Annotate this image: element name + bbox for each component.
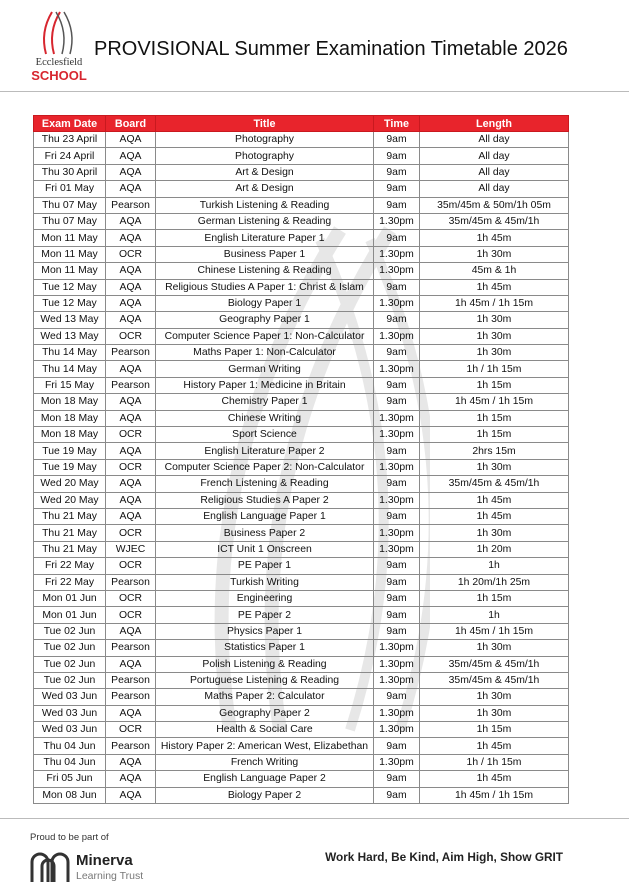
- cell-board: OCR: [106, 459, 156, 475]
- cell-title: Physics Paper 1: [156, 623, 374, 639]
- cell-exam-date: Fri 01 May: [34, 181, 106, 197]
- cell-title: Geography Paper 2: [156, 705, 374, 721]
- cell-time: 9am: [374, 394, 420, 410]
- cell-title: English Literature Paper 2: [156, 443, 374, 459]
- cell-board: AQA: [106, 476, 156, 492]
- cell-time: 9am: [374, 508, 420, 524]
- cell-time: 1.30pm: [374, 640, 420, 656]
- cell-length: 35m/45m & 45m/1h: [420, 213, 569, 229]
- cell-length: 1h 45m: [420, 738, 569, 754]
- org-subtitle: Learning Trust: [76, 870, 144, 882]
- cell-board: AQA: [106, 279, 156, 295]
- cell-exam-date: Tue 19 May: [34, 443, 106, 459]
- cell-time: 1.30pm: [374, 541, 420, 557]
- cell-time: 9am: [374, 181, 420, 197]
- minerva-arches-icon: [30, 848, 70, 884]
- cell-board: AQA: [106, 787, 156, 803]
- table-row: [34, 213, 569, 229]
- table-row: [34, 771, 569, 787]
- cell-length: 1h 45m: [420, 492, 569, 508]
- cell-length: 1h 45m / 1h 15m: [420, 623, 569, 639]
- cell-length: 1h 30m: [420, 705, 569, 721]
- table-row: [34, 476, 569, 492]
- cell-time: 1.30pm: [374, 263, 420, 279]
- cell-length: 1h 30m: [420, 345, 569, 361]
- cell-length: 1h 15m: [420, 590, 569, 606]
- cell-exam-date: Mon 11 May: [34, 263, 106, 279]
- cell-time: 9am: [374, 377, 420, 393]
- cell-time: 9am: [374, 148, 420, 164]
- cell-exam-date: Tue 12 May: [34, 295, 106, 311]
- cell-title: Biology Paper 1: [156, 295, 374, 311]
- cell-time: 9am: [374, 476, 420, 492]
- cell-exam-date: Thu 14 May: [34, 345, 106, 361]
- table-row: [34, 558, 569, 574]
- cell-exam-date: Thu 23 April: [34, 132, 106, 148]
- cell-exam-date: Wed 03 Jun: [34, 705, 106, 721]
- table-row: [34, 689, 569, 705]
- cell-length: 1h 30m: [420, 312, 569, 328]
- cell-exam-date: Thu 07 May: [34, 213, 106, 229]
- cell-time: 9am: [374, 230, 420, 246]
- cell-length: 1h 30m: [420, 459, 569, 475]
- cell-title: Health & Social Care: [156, 722, 374, 738]
- table-row: [34, 623, 569, 639]
- cell-time: 9am: [374, 607, 420, 623]
- cell-time: 1.30pm: [374, 672, 420, 688]
- cell-title: French Writing: [156, 754, 374, 770]
- cell-title: Geography Paper 1: [156, 312, 374, 328]
- cell-exam-date: Wed 03 Jun: [34, 722, 106, 738]
- table-row: [34, 525, 569, 541]
- cell-title: French Listening & Reading: [156, 476, 374, 492]
- cell-time: 9am: [374, 738, 420, 754]
- cell-board: Pearson: [106, 345, 156, 361]
- table-row: [34, 738, 569, 754]
- cell-board: AQA: [106, 148, 156, 164]
- cell-exam-date: Tue 02 Jun: [34, 672, 106, 688]
- cell-board: AQA: [106, 656, 156, 672]
- cell-length: 45m & 1h: [420, 263, 569, 279]
- school-logo: [28, 10, 90, 88]
- cell-title: English Literature Paper 1: [156, 230, 374, 246]
- cell-time: 9am: [374, 312, 420, 328]
- cell-board: OCR: [106, 427, 156, 443]
- cell-title: Art & Design: [156, 181, 374, 197]
- cell-title: Sport Science: [156, 427, 374, 443]
- cell-exam-date: Wed 13 May: [34, 312, 106, 328]
- cell-board: AQA: [106, 312, 156, 328]
- cell-board: OCR: [106, 722, 156, 738]
- cell-title: PE Paper 2: [156, 607, 374, 623]
- cell-time: 1.30pm: [374, 410, 420, 426]
- cell-exam-date: Fri 22 May: [34, 558, 106, 574]
- table-row: [34, 492, 569, 508]
- table-row: [34, 607, 569, 623]
- cell-length: 1h 30m: [420, 246, 569, 262]
- cell-title: Art & Design: [156, 164, 374, 180]
- cell-board: AQA: [106, 361, 156, 377]
- cell-length: 1h: [420, 558, 569, 574]
- school-crest-icon: [38, 10, 80, 56]
- cell-length: 1h 30m: [420, 525, 569, 541]
- cell-length: 1h 45m / 1h 15m: [420, 394, 569, 410]
- cell-board: AQA: [106, 263, 156, 279]
- cell-exam-date: Wed 20 May: [34, 492, 106, 508]
- cell-title: History Paper 1: Medicine in Britain: [156, 377, 374, 393]
- cell-title: Portuguese Listening & Reading: [156, 672, 374, 688]
- cell-title: Maths Paper 2: Calculator: [156, 689, 374, 705]
- exam-timetable: [33, 115, 569, 804]
- table-row: [34, 443, 569, 459]
- cell-time: 1.30pm: [374, 328, 420, 344]
- table-header-row: [34, 116, 569, 132]
- table-row: [34, 263, 569, 279]
- cell-length: 1h 45m: [420, 230, 569, 246]
- cell-time: 9am: [374, 443, 420, 459]
- cell-exam-date: Tue 02 Jun: [34, 656, 106, 672]
- cell-title: PE Paper 1: [156, 558, 374, 574]
- cell-board: OCR: [106, 590, 156, 606]
- logo-school: SCHOOL: [31, 68, 87, 83]
- table-row: [34, 459, 569, 475]
- cell-time: 1.30pm: [374, 722, 420, 738]
- table-row: [34, 541, 569, 557]
- cell-length: 1h / 1h 15m: [420, 754, 569, 770]
- cell-exam-date: Wed 03 Jun: [34, 689, 106, 705]
- cell-exam-date: Wed 20 May: [34, 476, 106, 492]
- cell-exam-date: Thu 21 May: [34, 525, 106, 541]
- cell-exam-date: Fri 15 May: [34, 377, 106, 393]
- cell-time: 1.30pm: [374, 213, 420, 229]
- cell-exam-date: Fri 22 May: [34, 574, 106, 590]
- cell-board: AQA: [106, 771, 156, 787]
- header-length: Length: [420, 116, 569, 132]
- cell-exam-date: Thu 14 May: [34, 361, 106, 377]
- cell-time: 1.30pm: [374, 427, 420, 443]
- org-name: Minerva: [76, 852, 133, 869]
- cell-title: Computer Science Paper 1: Non-Calculator: [156, 328, 374, 344]
- cell-title: Business Paper 2: [156, 525, 374, 541]
- cell-exam-date: Thu 04 Jun: [34, 738, 106, 754]
- table-row: [34, 164, 569, 180]
- cell-time: 9am: [374, 771, 420, 787]
- cell-length: 1h: [420, 607, 569, 623]
- cell-length: 35m/45m & 45m/1h: [420, 476, 569, 492]
- cell-title: Turkish Writing: [156, 574, 374, 590]
- cell-title: Maths Paper 1: Non-Calculator: [156, 345, 374, 361]
- cell-board: WJEC: [106, 541, 156, 557]
- cell-exam-date: Thu 04 Jun: [34, 754, 106, 770]
- cell-title: Computer Science Paper 2: Non-Calculator: [156, 459, 374, 475]
- table-row: [34, 197, 569, 213]
- cell-time: 9am: [374, 689, 420, 705]
- cell-board: AQA: [106, 754, 156, 770]
- table-row: [34, 722, 569, 738]
- cell-title: Chinese Writing: [156, 410, 374, 426]
- cell-time: 9am: [374, 590, 420, 606]
- cell-title: Business Paper 1: [156, 246, 374, 262]
- cell-title: Biology Paper 2: [156, 787, 374, 803]
- cell-exam-date: Mon 08 Jun: [34, 787, 106, 803]
- header-exam-date: Exam Date: [34, 116, 106, 132]
- cell-time: 9am: [374, 623, 420, 639]
- table-row: [34, 230, 569, 246]
- header-board: Board: [106, 116, 156, 132]
- cell-board: Pearson: [106, 738, 156, 754]
- cell-length: 1h 45m: [420, 279, 569, 295]
- cell-board: AQA: [106, 410, 156, 426]
- cell-board: AQA: [106, 443, 156, 459]
- cell-time: 9am: [374, 558, 420, 574]
- cell-board: Pearson: [106, 574, 156, 590]
- cell-board: Pearson: [106, 689, 156, 705]
- cell-exam-date: Thu 30 April: [34, 164, 106, 180]
- cell-length: 1h 20m/1h 25m: [420, 574, 569, 590]
- cell-time: 1.30pm: [374, 361, 420, 377]
- cell-title: English Language Paper 2: [156, 771, 374, 787]
- table-row: [34, 312, 569, 328]
- timetable-body: [34, 132, 569, 804]
- cell-time: 9am: [374, 787, 420, 803]
- cell-length: All day: [420, 148, 569, 164]
- cell-exam-date: Mon 11 May: [34, 246, 106, 262]
- cell-title: German Listening & Reading: [156, 213, 374, 229]
- cell-board: AQA: [106, 230, 156, 246]
- cell-time: 9am: [374, 345, 420, 361]
- cell-exam-date: Mon 18 May: [34, 427, 106, 443]
- cell-board: OCR: [106, 246, 156, 262]
- cell-title: ICT Unit 1 Onscreen: [156, 541, 374, 557]
- cell-board: OCR: [106, 525, 156, 541]
- cell-time: 1.30pm: [374, 525, 420, 541]
- logo-town: Ecclesfield: [35, 57, 83, 68]
- cell-exam-date: Fri 24 April: [34, 148, 106, 164]
- cell-title: German Writing: [156, 361, 374, 377]
- table-row: [34, 574, 569, 590]
- cell-time: 1.30pm: [374, 656, 420, 672]
- cell-time: 1.30pm: [374, 754, 420, 770]
- table-row: [34, 787, 569, 803]
- table-row: [34, 377, 569, 393]
- cell-exam-date: Fri 05 Jun: [34, 771, 106, 787]
- page-title: PROVISIONAL Summer Examination Timetable 2026: [94, 38, 568, 60]
- cell-exam-date: Mon 11 May: [34, 230, 106, 246]
- cell-exam-date: Tue 12 May: [34, 279, 106, 295]
- table-row: [34, 328, 569, 344]
- cell-time: 1.30pm: [374, 459, 420, 475]
- cell-board: AQA: [106, 295, 156, 311]
- cell-title: Turkish Listening & Reading: [156, 197, 374, 213]
- table-row: [34, 672, 569, 688]
- cell-length: All day: [420, 164, 569, 180]
- cell-length: 35m/45m & 45m/1h: [420, 656, 569, 672]
- cell-board: AQA: [106, 623, 156, 639]
- table-row: [34, 640, 569, 656]
- table-row: [34, 754, 569, 770]
- cell-exam-date: Thu 07 May: [34, 197, 106, 213]
- cell-title: Photography: [156, 148, 374, 164]
- cell-board: AQA: [106, 213, 156, 229]
- table-row: [34, 295, 569, 311]
- cell-time: 9am: [374, 574, 420, 590]
- cell-length: 1h 30m: [420, 689, 569, 705]
- trust-branding: [30, 832, 144, 882]
- table-row: [34, 656, 569, 672]
- cell-length: 1h 15m: [420, 427, 569, 443]
- table-row: [34, 345, 569, 361]
- cell-length: 1h 15m: [420, 377, 569, 393]
- cell-board: AQA: [106, 164, 156, 180]
- cell-title: Chemistry Paper 1: [156, 394, 374, 410]
- cell-length: 2hrs 15m: [420, 443, 569, 459]
- header-time: Time: [374, 116, 420, 132]
- cell-time: 9am: [374, 279, 420, 295]
- cell-board: Pearson: [106, 640, 156, 656]
- table-row: [34, 279, 569, 295]
- cell-board: OCR: [106, 607, 156, 623]
- cell-title: Photography: [156, 132, 374, 148]
- cell-title: Religious Studies A Paper 1: Christ & Islam: [156, 279, 374, 295]
- table-row: [34, 590, 569, 606]
- table-row: [34, 508, 569, 524]
- cell-length: 1h 45m: [420, 508, 569, 524]
- cell-board: OCR: [106, 558, 156, 574]
- cell-board: OCR: [106, 328, 156, 344]
- table-row: [34, 361, 569, 377]
- cell-time: 9am: [374, 164, 420, 180]
- table-row: [34, 148, 569, 164]
- cell-board: AQA: [106, 705, 156, 721]
- cell-time: 9am: [374, 197, 420, 213]
- table-row: [34, 181, 569, 197]
- school-motto: Work Hard, Be Kind, Aim High, Show GRIT: [325, 850, 563, 864]
- table-row: [34, 705, 569, 721]
- minerva-logo: [30, 848, 160, 888]
- cell-length: All day: [420, 181, 569, 197]
- cell-length: 1h 30m: [420, 640, 569, 656]
- cell-length: 1h 20m: [420, 541, 569, 557]
- cell-length: 1h 15m: [420, 722, 569, 738]
- cell-time: 1.30pm: [374, 492, 420, 508]
- cell-board: AQA: [106, 508, 156, 524]
- cell-length: 1h 45m: [420, 771, 569, 787]
- cell-exam-date: Wed 13 May: [34, 328, 106, 344]
- cell-time: 1.30pm: [374, 295, 420, 311]
- cell-length: 1h 45m / 1h 15m: [420, 295, 569, 311]
- cell-board: AQA: [106, 492, 156, 508]
- cell-length: 1h 45m / 1h 15m: [420, 787, 569, 803]
- cell-length: 1h 15m: [420, 410, 569, 426]
- cell-time: 1.30pm: [374, 705, 420, 721]
- header-title: Title: [156, 116, 374, 132]
- cell-exam-date: Tue 19 May: [34, 459, 106, 475]
- cell-board: AQA: [106, 181, 156, 197]
- cell-time: 1.30pm: [374, 246, 420, 262]
- cell-length: 35m/45m & 45m/1h: [420, 672, 569, 688]
- cell-title: Religious Studies A Paper 2: [156, 492, 374, 508]
- cell-board: Pearson: [106, 197, 156, 213]
- cell-length: 1h / 1h 15m: [420, 361, 569, 377]
- cell-title: Statistics Paper 1: [156, 640, 374, 656]
- cell-exam-date: Thu 21 May: [34, 508, 106, 524]
- cell-exam-date: Tue 02 Jun: [34, 640, 106, 656]
- proud-text: Proud to be part of: [30, 832, 109, 843]
- cell-exam-date: Mon 01 Jun: [34, 590, 106, 606]
- cell-length: 35m/45m & 50m/1h 05m: [420, 197, 569, 213]
- cell-exam-date: Mon 18 May: [34, 394, 106, 410]
- cell-title: Chinese Listening & Reading: [156, 263, 374, 279]
- cell-exam-date: Thu 21 May: [34, 541, 106, 557]
- table-row: [34, 246, 569, 262]
- cell-title: Polish Listening & Reading: [156, 656, 374, 672]
- cell-exam-date: Mon 18 May: [34, 410, 106, 426]
- cell-board: Pearson: [106, 377, 156, 393]
- table-row: [34, 410, 569, 426]
- cell-title: Engineering: [156, 590, 374, 606]
- footer-divider: [0, 818, 629, 819]
- cell-length: All day: [420, 132, 569, 148]
- cell-board: AQA: [106, 132, 156, 148]
- cell-exam-date: Mon 01 Jun: [34, 607, 106, 623]
- cell-time: 9am: [374, 132, 420, 148]
- table-row: [34, 427, 569, 443]
- cell-title: English Language Paper 1: [156, 508, 374, 524]
- header-divider: [0, 91, 629, 92]
- cell-exam-date: Tue 02 Jun: [34, 623, 106, 639]
- table-row: [34, 132, 569, 148]
- table-row: [34, 394, 569, 410]
- cell-board: Pearson: [106, 672, 156, 688]
- cell-length: 1h 30m: [420, 328, 569, 344]
- cell-title: History Paper 2: American West, Elizabethan: [156, 738, 374, 754]
- cell-board: AQA: [106, 394, 156, 410]
